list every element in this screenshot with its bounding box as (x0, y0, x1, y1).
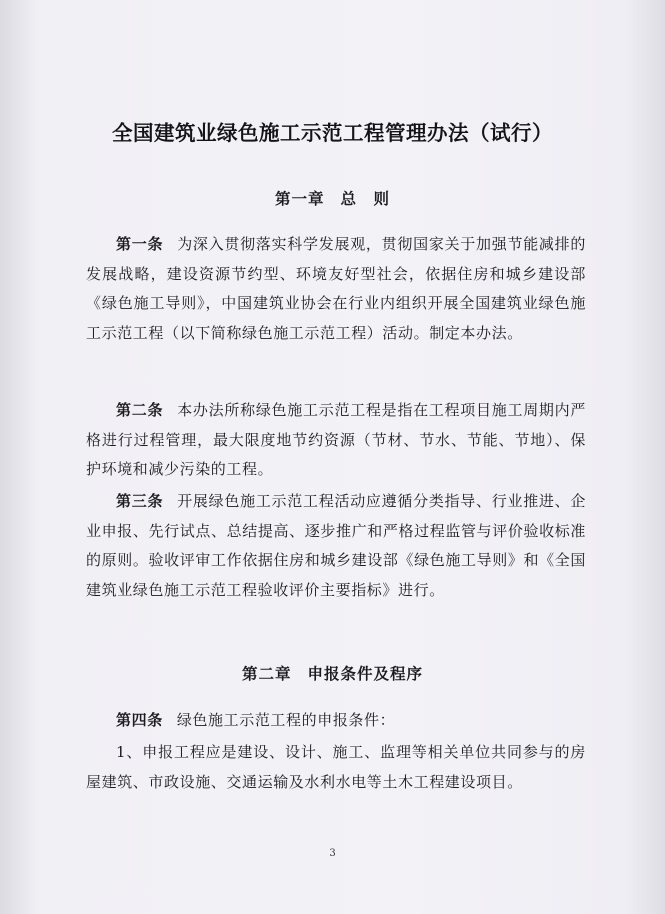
document-title: 全国建筑业绿色施工示范工程管理办法（试行） (112, 121, 553, 145)
article-4 (86, 706, 586, 736)
chapter-1-heading (0, 187, 665, 209)
page-number: 3 (329, 848, 336, 859)
chapter-2-number: 第二章 (241, 664, 292, 683)
article-3-text: 开展绿色施工示范工程活动应遵循分类指导、行业推进、企业申报、先行试点、总结提高、逐步推广和严格过程监管与评价验收标准的原则。验收评审工作依据住房和城乡建设部《绿色施工导则》和《全国建筑业绿色施工示范工程验收评价主要指标》进行。 (86, 492, 586, 599)
article-4-label: 第四条 (116, 711, 163, 729)
article-1-text: 为深入贯彻落实科学发展观，贯彻国家关于加强节能减排的发展战略，建设资源节约型、环境友好型社会，依据住房和城乡建设部《绿色施工导则》，中国建筑业协会在行业内组织开展全国建筑业绿色施工示范工程（以下简称绿色施工示范工程）活动。制定本办法。 (86, 235, 586, 342)
article-2 (86, 396, 586, 485)
chapter-2-name: 申报条件及程序 (307, 664, 424, 683)
article-1-label: 第一条 (116, 235, 164, 253)
article-2-label: 第二条 (116, 401, 164, 419)
article-4-text: 绿色施工示范工程的申报条件： (176, 711, 396, 729)
article-3-label: 第三条 (116, 492, 164, 510)
article-1 (86, 230, 586, 348)
article-2-text: 本办法所称绿色施工示范工程是指在工程项目施工周期内严格进行过程管理，最大限度地节约资源（节材、节水、节能、节地）、保护环境和减少污染的工程。 (86, 401, 586, 478)
chapter-1-name: 总 则 (340, 189, 391, 208)
article-3 (86, 487, 586, 605)
chapter-1-number: 第一章 (274, 189, 325, 208)
article-4-item-1: 1、申报工程应是建设、设计、施工、监理等相关单位共同参与的房屋建筑、市政设施、交通运输及水利水电等土木工程建设项目。 (86, 743, 586, 791)
chapter-2-heading (0, 662, 665, 684)
